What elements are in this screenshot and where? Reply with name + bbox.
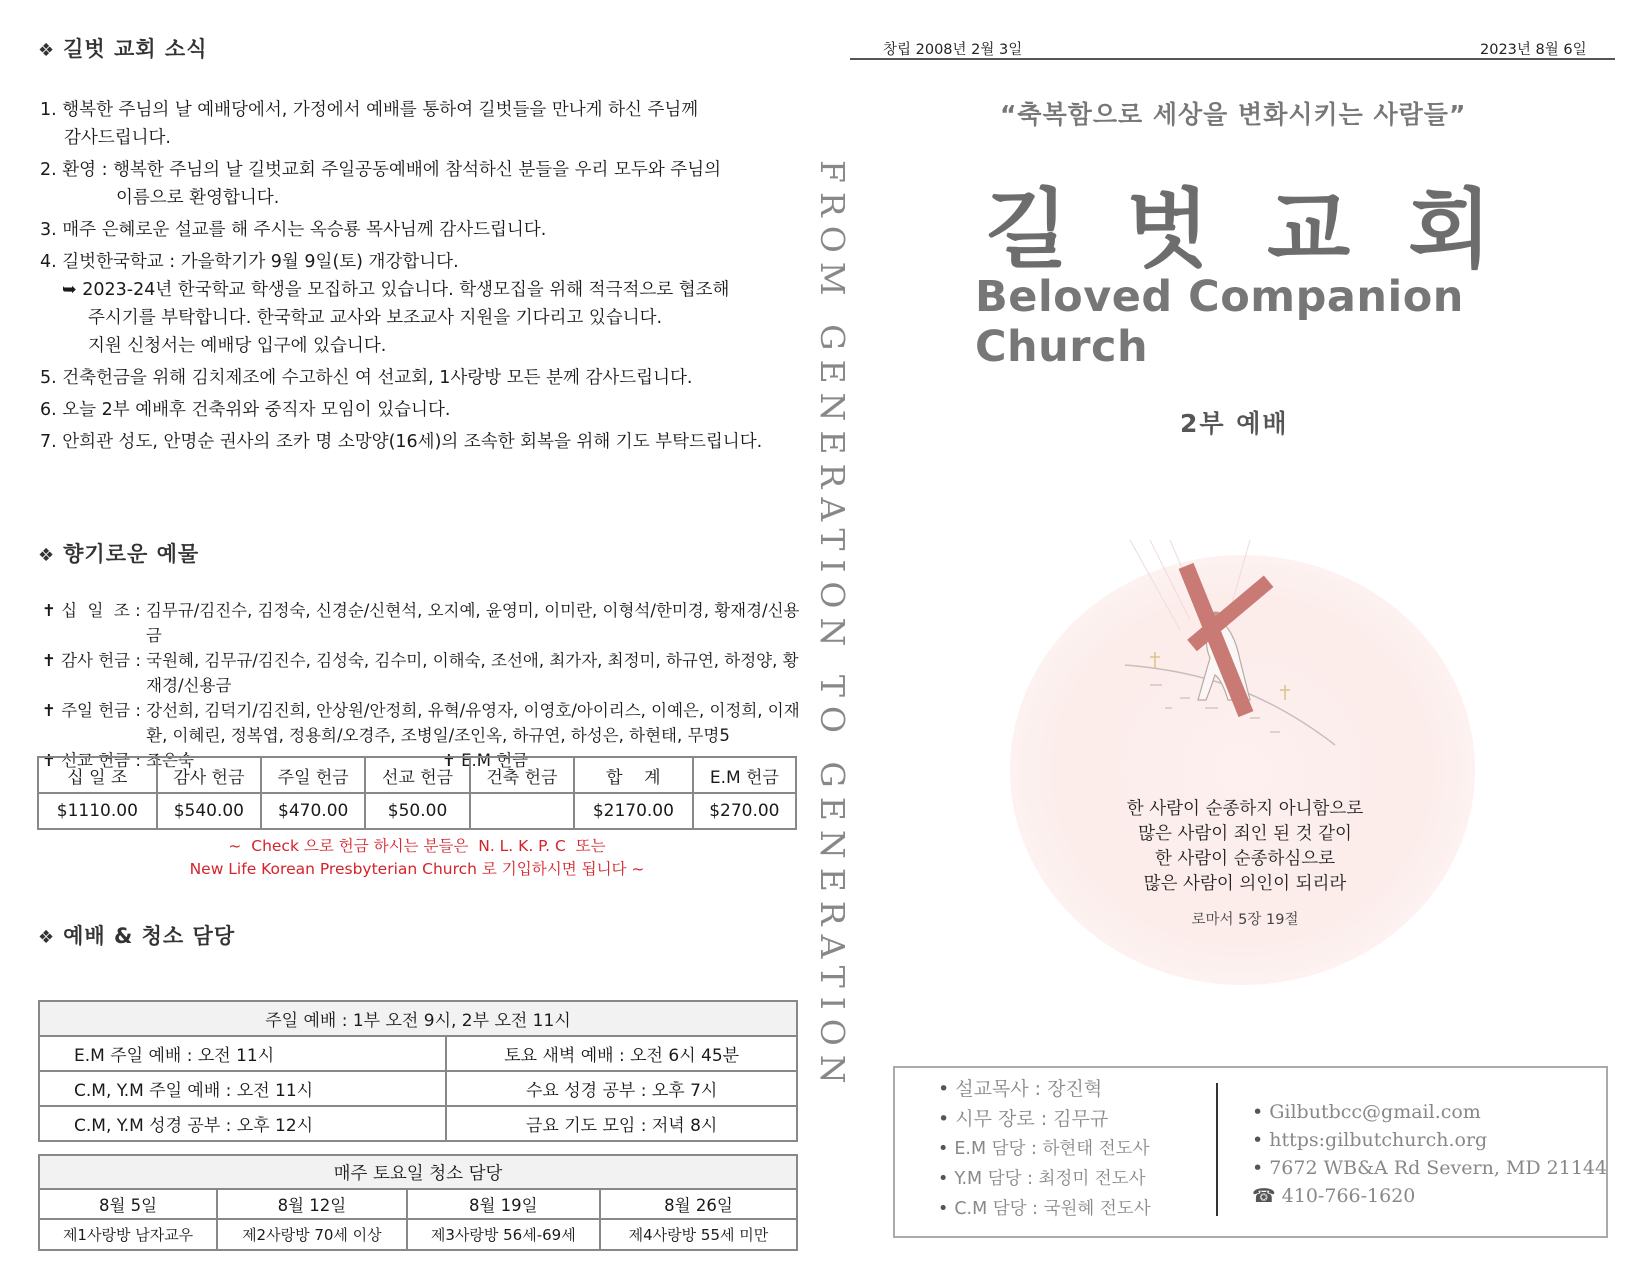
cleaning-date-cell: 8월 5일 bbox=[39, 1189, 217, 1219]
diamond-bullet-icon: ❖ bbox=[38, 40, 56, 61]
totals-value-cell: $470.00 bbox=[261, 793, 365, 829]
news-list bbox=[40, 96, 780, 460]
bullet-icon: • bbox=[1252, 1157, 1264, 1179]
cleaning-duty-header: 매주 토요일 청소 담당 bbox=[39, 1155, 797, 1189]
diamond-bullet-icon: ❖ bbox=[38, 927, 56, 948]
service-schedule-table bbox=[38, 1000, 798, 1142]
thanks-offering-row: ✝ 감사 헌금 : 국원혜, 김무규/김진수, 김성숙, 김수미, 이해숙, 조선애, 최가자, 최정미, 하규연, 하정양, 황재경/신용금 bbox=[42, 651, 799, 695]
news-item: 6. 오늘 2부 예배후 건축위와 중직자 모임이 있습니다. bbox=[40, 400, 451, 420]
tithe-row: ✝ 십 일 조 : 김무규/김진수, 김정숙, 신경순/신현석, 오지예, 윤영미, 이미란, 이형석/한미경, 황재경/신용금 bbox=[42, 601, 800, 645]
jesus-carrying-cross-illustration bbox=[1110, 540, 1350, 770]
duty-section-title: ❖ 예배 & 청소 담당 bbox=[38, 924, 236, 948]
totals-value-cell bbox=[470, 793, 574, 829]
offering-list bbox=[42, 598, 802, 773]
schedule-cell: 토요 새벽 예배 : 오전 6시 45분 bbox=[446, 1036, 797, 1071]
list-item: • 설교목사 : 장진혁 bbox=[938, 1078, 1103, 1100]
cleaning-date-cell: 8월 26일 bbox=[600, 1189, 797, 1219]
cleaning-date-cell: 8월 12일 bbox=[217, 1189, 407, 1219]
cleaning-date-cell: 8월 19일 bbox=[407, 1189, 600, 1219]
list-item: • Y.M 담당 : 최정미 전도사 bbox=[938, 1169, 1146, 1189]
news-item: 7. 안희관 성도, 안명순 권사의 조카 명 소망양(16세)의 조속한 회복을 위해 기도 부탁드립니다. bbox=[40, 432, 763, 452]
cleaning-group-cell: 제3사랑방 56세-69세 bbox=[407, 1219, 600, 1250]
staff-list bbox=[938, 1074, 1151, 1224]
totals-value-cell: $540.00 bbox=[157, 793, 261, 829]
church-slogan: “축복함으로 세상을 변화시키는 사람들” bbox=[1000, 100, 1467, 129]
schedule-cell: 금요 기도 모임 : 저녁 8시 bbox=[446, 1106, 797, 1141]
scripture-verse: 한 사람이 순종하지 아니함으로 많은 사람이 죄인 된 것 같이 한 사람이 순종하심으로 많은 사람이 의인이 되리라 bbox=[1126, 799, 1364, 894]
address-item: • 7672 WB&A Rd Severn, MD 21144 bbox=[1252, 1157, 1608, 1179]
table-row bbox=[39, 1106, 797, 1141]
list-item: • 시무 장로 : 김무규 bbox=[938, 1108, 1109, 1130]
phone-icon: ☎ bbox=[1252, 1185, 1276, 1207]
totals-header-cell: 합 계 bbox=[574, 757, 693, 793]
bullet-icon: • bbox=[938, 1078, 950, 1100]
totals-header-cell: 주일 헌금 bbox=[261, 757, 365, 793]
website-item: • https:gilbutchurch.org bbox=[1252, 1129, 1488, 1151]
cleaning-duty-table bbox=[38, 1154, 798, 1251]
news-item: 5. 건축헌금을 위해 김치제조에 수고하신 여 선교회, 1사랑방 모든 분께 감사드립니다. bbox=[40, 368, 693, 388]
totals-value-cell: $1110.00 bbox=[38, 793, 157, 829]
totals-value-row bbox=[38, 793, 796, 829]
news-item: 1. 행복한 주님의 날 예배당에서, 가정에서 예배를 통하여 길벗들을 만나게 하신 주님께 감사드립니다. bbox=[40, 100, 699, 148]
offering-section-title: ❖ 향기로운 예물 bbox=[38, 542, 200, 566]
schedule-cell: E.M 주일 예배 : 오전 11시 bbox=[39, 1036, 446, 1071]
info-divider bbox=[1216, 1083, 1218, 1216]
list-item: • E.M 담당 : 하현태 전도사 bbox=[938, 1139, 1150, 1159]
service-name: 2부 예배 bbox=[1180, 409, 1289, 438]
bullet-icon: • bbox=[938, 1169, 949, 1189]
header-divider bbox=[850, 58, 1615, 60]
totals-header-cell: 감사 헌금 bbox=[157, 757, 261, 793]
schedule-cell: 수요 성경 공부 : 오후 7시 bbox=[446, 1071, 797, 1106]
schedule-cell: C.M, Y.M 주일 예배 : 오전 11시 bbox=[39, 1071, 446, 1106]
totals-header-cell: E.M 헌금 bbox=[693, 757, 796, 793]
bullet-icon: • bbox=[1252, 1101, 1264, 1123]
email-item: • Gilbutbcc@gmail.com bbox=[1252, 1101, 1481, 1123]
phone-item: ☎ 410-766-1620 bbox=[1252, 1185, 1416, 1207]
check-notice: ~ Check 으로 헌금 하시는 분들은 N. L. K. P. C 또는 New Life Korean Presbyterian Church 로 기입하시면 됩니다 ~ bbox=[189, 837, 645, 878]
totals-value-cell: $2170.00 bbox=[574, 793, 693, 829]
service-schedule-header: 주일 예배 : 1부 오전 9시, 2부 오전 11시 bbox=[39, 1001, 797, 1036]
offering-totals-table bbox=[37, 756, 797, 830]
totals-header-cell: 건축 헌금 bbox=[470, 757, 574, 793]
totals-header-row bbox=[38, 757, 796, 793]
church-title-korean: 길벗교회 bbox=[985, 180, 1550, 280]
table-row bbox=[39, 1219, 797, 1250]
totals-value-cell: $50.00 bbox=[365, 793, 469, 829]
table-row bbox=[39, 1189, 797, 1219]
news-item: 4. 길벗한국학교 : 가을학기가 9월 9일(토) 개강합니다. ➥ 2023-24년 한국학교 학생을 모집하고 있습니다. 학생모집을 위해 적극적으로 협조해 주시기를 부탁합니다. 한국학교 교사와 보조교사 지원을 기다리고 있습니다. 지원 신청서는 예배당 입구에 있습니다. bbox=[40, 252, 730, 356]
totals-value-cell: $270.00 bbox=[693, 793, 796, 829]
from-generation-vertical-text: FROM GENERATION TO GENERATION bbox=[813, 160, 852, 1093]
table-row bbox=[39, 1071, 797, 1106]
sunday-offering-row: ✝ 주일 헌금 : 강선희, 김덕기/김진희, 안상원/안정희, 유혁/유영자, 이영호/아이리스, 이예은, 이정희, 이재환, 이혜린, 정복엽, 정용희/오경주, 조병일/조인옥, 하규연, 하성은, 하현태, 무명5 bbox=[42, 701, 800, 745]
news-item: 3. 매주 은혜로운 설교를 해 주시는 옥승룡 목사님께 감사드립니다. bbox=[40, 220, 547, 240]
church-title-english: Beloved Companion Church bbox=[975, 272, 1464, 372]
schedule-cell: C.M, Y.M 성경 공부 : 오후 12시 bbox=[39, 1106, 446, 1141]
mission-em-row: ✝ 선교 헌금 : 조은숙 ✝ E.M 헌금 bbox=[42, 751, 529, 770]
bullet-icon: • bbox=[938, 1199, 949, 1219]
diamond-bullet-icon: ❖ bbox=[38, 545, 56, 566]
cleaning-group-cell: 제1사랑방 남자교우 bbox=[39, 1219, 217, 1250]
news-section-title: ❖ 길벗 교회 소식 bbox=[38, 37, 208, 61]
cleaning-group-cell: 제2사랑방 70세 이상 bbox=[217, 1219, 407, 1250]
bulletin-date: 2023년 8월 6일 bbox=[1480, 42, 1587, 58]
scripture-reference: 로마서 5장 19절 bbox=[1191, 912, 1299, 928]
bullet-icon: • bbox=[1252, 1129, 1264, 1151]
list-item: • C.M 담당 : 국원혜 전도사 bbox=[938, 1199, 1151, 1219]
news-item: 2. 환영 : 행복한 주님의 날 길벗교회 주일공동예배에 참석하신 분들을 우리 모두와 주님의 이름으로 환영합니다. bbox=[40, 160, 722, 208]
founded-date: 창립 2008년 2월 3일 bbox=[883, 42, 1023, 58]
bullet-icon: • bbox=[938, 1139, 949, 1159]
table-row bbox=[39, 1036, 797, 1071]
totals-header-cell: 십 일 조 bbox=[38, 757, 157, 793]
bullet-icon: • bbox=[938, 1108, 950, 1130]
contact-list bbox=[1252, 1098, 1607, 1210]
cleaning-group-cell: 제4사랑방 55세 미만 bbox=[600, 1219, 797, 1250]
totals-header-cell: 선교 헌금 bbox=[365, 757, 469, 793]
